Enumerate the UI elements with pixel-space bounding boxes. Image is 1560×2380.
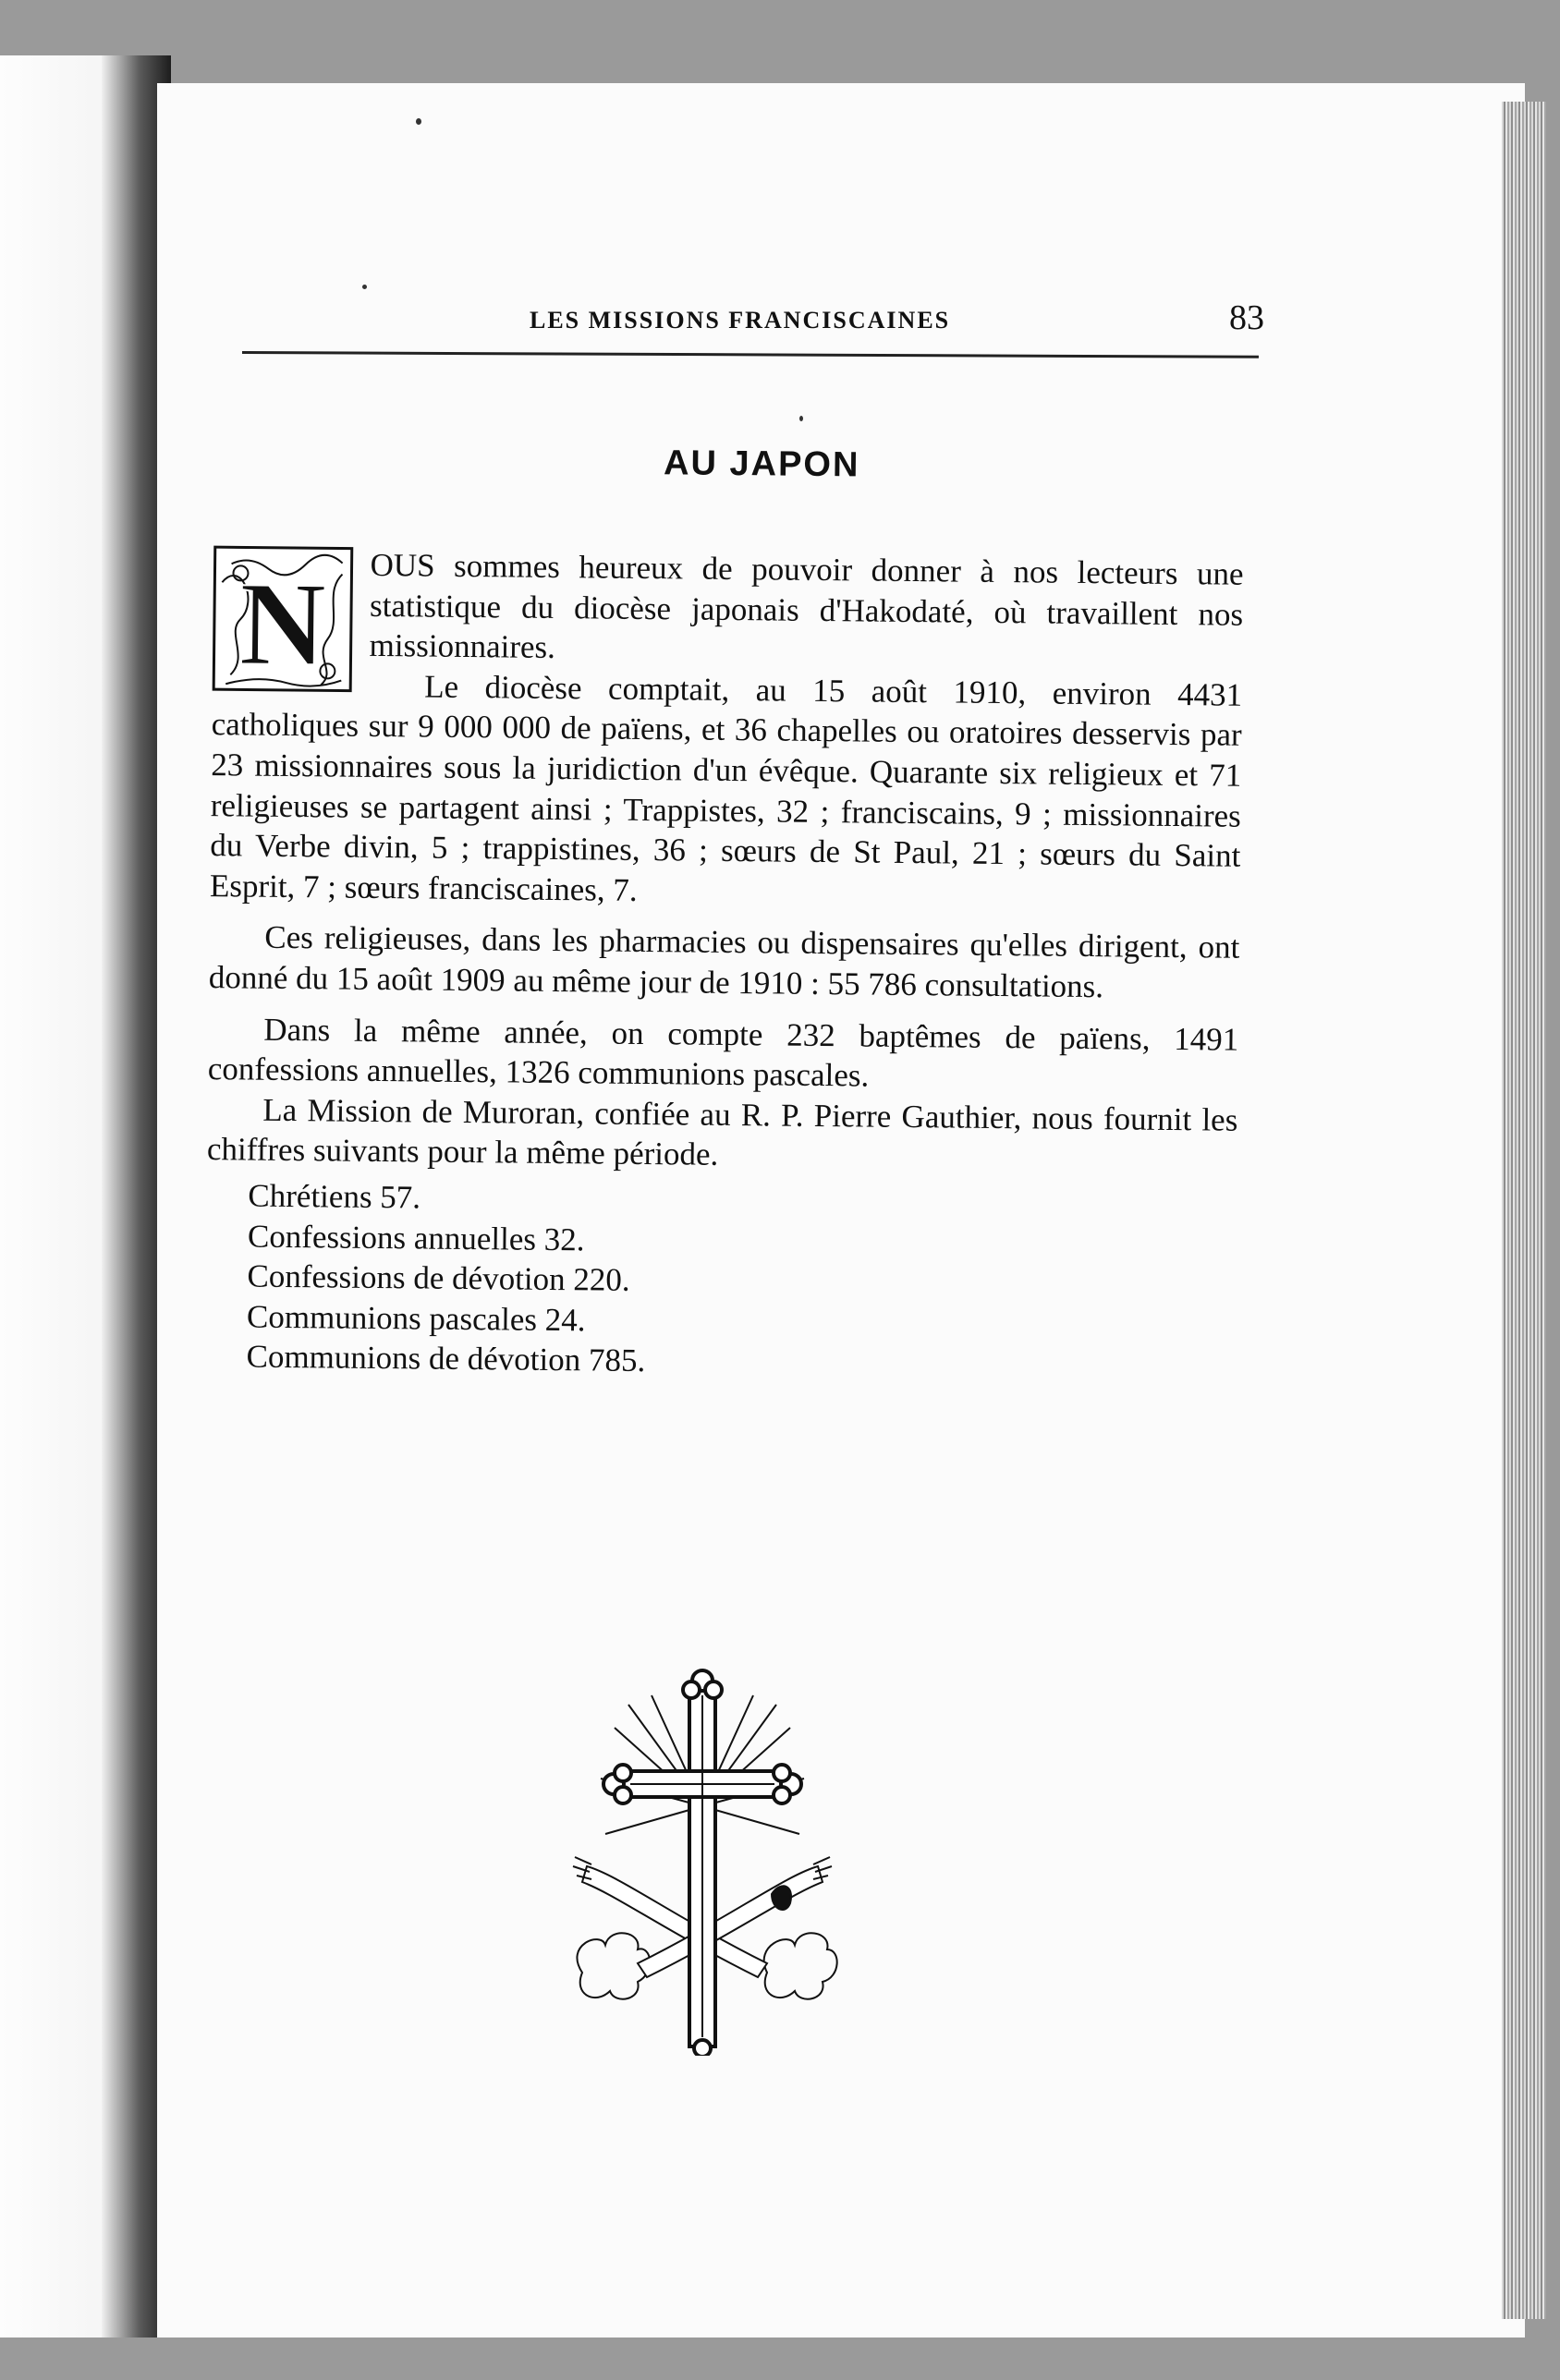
- muroran-stats-list: [204, 1175, 1237, 1388]
- paragraph-baptemes: Dans la même année, on compte 232 baptêmes de païens, 1491 confessions annuelles, 1326 communions pascales.: [207, 1011, 1239, 1094]
- running-header: [248, 294, 1264, 349]
- page-number: 83: [1229, 298, 1264, 337]
- dropcap-letter: N: [238, 557, 327, 692]
- chapter-title: AU JAPON: [663, 443, 860, 485]
- stat-confessions-devotion: Confessions de dévotion 220.: [247, 1257, 630, 1298]
- cross-ornament: [564, 1668, 841, 2056]
- paragraph-muroran: La Mission de Muroran, confiée au R. P. Pierre Gauthier, nous fournit les chiffres suivants pour la même période.: [206, 1091, 1238, 1173]
- paragraph-intro: OUS sommes heureux de pouvoir donner à nos lecteurs une statistique du diocèse japonais d'Hakodaté, où travaillent nos missionnaires.: [369, 546, 1244, 666]
- ink-speck: [799, 416, 803, 421]
- paragraph-religieuses: Ces religieuses, dans les pharmacies ou dispensaires qu'elles dirigent, ont donné du 15 août 1909 au même jour de 1910 : 55 786 consultations.: [208, 919, 1240, 1005]
- page-edges: [1502, 102, 1546, 2319]
- stat-chretiens: Chrétiens 57.: [248, 1177, 421, 1216]
- ink-speck: [362, 285, 367, 289]
- stat-confessions-annuelles: Confessions annuelles 32.: [247, 1218, 585, 1257]
- stat-communions-devotion: Communions de dévotion 785.: [246, 1338, 646, 1379]
- article-text: [195, 543, 1261, 1388]
- paragraph-diocese: Le diocèse comptait, au 15 août 1910, environ 4431 catholiques sur 9 000 000 de païens, et 36 chapelles ou oratoires desservis par 23 missionnaires sous la juridiction d'un évêque. Quarante six religieux et 71 religieuses se partagent ainsi ; Trappistes, 32 ; franciscains, 9 ; missionnaires du Verbe divin, 5 ; trappistines, 36 ; sœurs de St Paul, 21 ; sœurs du Saint Esprit, 7 ; sœurs franciscaines, 7.: [209, 668, 1243, 908]
- article-body: [192, 439, 1263, 1651]
- stat-communions-pascales: Communions pascales 24.: [246, 1298, 586, 1339]
- ornate-dropcap-n: [212, 545, 354, 693]
- ink-speck: [416, 118, 421, 125]
- running-title: LES MISSIONS FRANCISCAINES: [530, 307, 951, 334]
